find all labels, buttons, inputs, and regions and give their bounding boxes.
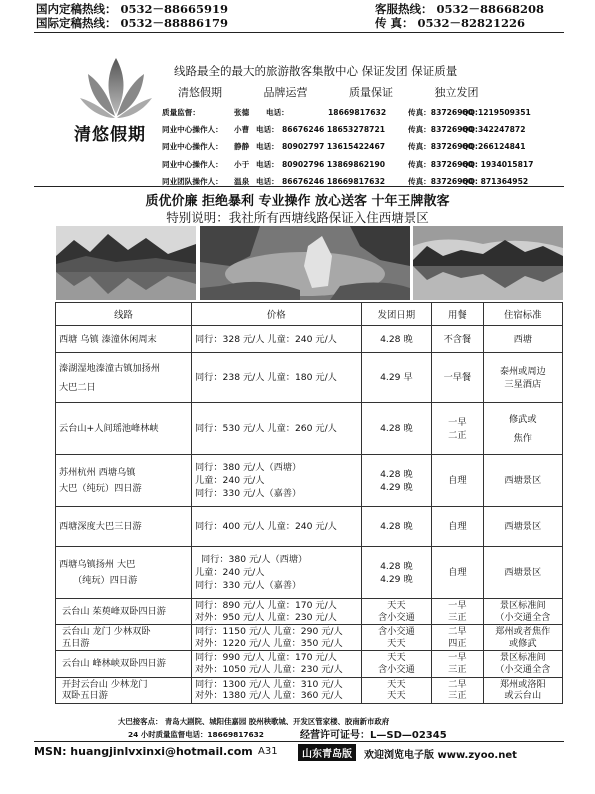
contact-phone: 80902796 13869862190 [282, 159, 386, 169]
contact-name: 静静 [234, 142, 250, 152]
service-hotline: 客服热线： 0532－88668208 [375, 2, 545, 16]
hotel-text: 修武或 [509, 413, 537, 425]
meal-cell [432, 455, 483, 507]
date-cell [361, 651, 432, 677]
contact-fax: 传真：83726960 [408, 142, 474, 152]
price-text: 同行：330 元/人（嘉善） [194, 580, 302, 591]
date-text: 4.28 晚 [380, 521, 413, 532]
route-text: 开封云台山 少林龙门 [62, 678, 148, 690]
hotel-cell [483, 651, 562, 677]
price-text: 同行：330 元/人（嘉善） [194, 488, 302, 499]
contact-phone-label: 电话： [266, 108, 289, 117]
contact-fax: 传真：83726960 [408, 176, 474, 186]
hotel-text: 西塘景区 [504, 475, 542, 486]
route-text: 苏州杭州 西塘乌镇 [59, 467, 136, 478]
price-text: 同行：400 元/人 儿童：240 元/人 [194, 521, 337, 532]
hotel-text: （小交通全含 [495, 611, 551, 623]
hotlines-right [375, 2, 544, 30]
landscape-photo-3 [413, 226, 563, 300]
hotel-cell [483, 625, 562, 651]
date-text: 天天 [387, 637, 406, 649]
route-cell [56, 625, 192, 651]
meal-cell [432, 507, 483, 547]
meal-text: 二早 [448, 678, 467, 690]
table-row [56, 326, 563, 353]
meal-text: 三正 [448, 611, 467, 623]
meal-text: 二早 [448, 626, 467, 638]
price-cell [191, 599, 361, 625]
table-row [56, 547, 563, 599]
date-text: 4.29 早 [380, 372, 413, 383]
price-text: 同行：990 元/人 儿童：170 元/人 [194, 652, 337, 664]
meal-text: 三正 [448, 690, 467, 702]
hotel-cell [483, 677, 562, 703]
meal-text: 自理 [448, 521, 467, 532]
contact-phone-label: 电话： [256, 159, 279, 169]
date-cell [361, 403, 432, 455]
fax-line: 传 真： 0532－82821226 [375, 16, 526, 30]
price-text: 同行：1150 元/人 儿童：290 元/人 [194, 626, 343, 638]
meal-cell [432, 677, 483, 703]
feature-tag: 清悠假期 [178, 86, 222, 99]
route-text: 西塘乌镇扬州 大巴 [59, 559, 136, 570]
meal-text: 四正 [448, 637, 467, 649]
contact-phone: 18669817632 [328, 108, 387, 117]
price-cell [191, 625, 361, 651]
date-text: 含小交通 [377, 663, 415, 675]
international-hotline: 国际定稿热线： 0532－88886179 [36, 16, 229, 30]
date-cell [361, 547, 432, 599]
meal-cell [432, 599, 483, 625]
column-header-hotel: 住宿标准 [483, 303, 562, 326]
slogan: 线路最全的最大的旅游散客集散中心 保证发团 保证质量 [174, 64, 458, 78]
table-header-row [56, 303, 563, 326]
date-text: 4.28 晚 [380, 423, 413, 434]
column-header-meal: 用餐 [432, 303, 483, 326]
date-text: 天天 [387, 678, 406, 690]
route-text: 大巴二日 [59, 381, 96, 393]
hotlines-left [36, 2, 228, 30]
contact-phone-label: 电话： [256, 125, 279, 135]
meal-cell [432, 625, 483, 651]
route-text: 溱湖湿地溱潼古镇加扬州 [59, 362, 161, 374]
date-text: 4.29 晚 [380, 481, 413, 493]
table-row [56, 599, 563, 625]
contact-name: 张德 [234, 108, 250, 117]
top-divider [34, 32, 564, 33]
route-cell [56, 651, 192, 677]
date-text: 4.28 晚 [380, 333, 413, 345]
landscape-photo-1 [56, 226, 196, 300]
price-text: 同行：380 元/人（西塘） [200, 554, 308, 565]
date-cell [361, 455, 432, 507]
date-text: 天天 [387, 652, 406, 664]
date-cell [361, 326, 432, 353]
column-header-date: 发团日期 [361, 303, 432, 326]
meal-cell [432, 547, 483, 599]
hotel-cell [483, 353, 562, 403]
meal-text: 二正 [448, 429, 467, 441]
contact-qq: QQ:266124841 [462, 142, 526, 152]
contact-role: 同业团队操作人： [162, 176, 223, 186]
hotel-text: 三星酒店 [504, 378, 542, 390]
hotel-cell [483, 507, 562, 547]
price-text: 对外：950 元/人 儿童：230 元/人 [194, 611, 337, 623]
route-text: 五日游 [62, 637, 90, 649]
website-link[interactable]: 欢迎浏览电子版 www.zyoo.net [364, 750, 517, 761]
hotel-cell [483, 547, 562, 599]
routes-table [55, 302, 563, 704]
meal-text: 一早 [448, 652, 467, 664]
date-text: 含小交通 [377, 611, 415, 623]
meal-text: 自理 [448, 567, 467, 578]
price-text: 同行：890 元/人 儿童：170 元/人 [194, 600, 337, 611]
price-text: 同行：1300 元/人 儿童：310 元/人 [194, 678, 343, 690]
hotel-cell [483, 455, 562, 507]
price-text: 对外：1380 元/人 儿童：360 元/人 [194, 690, 343, 702]
price-cell [191, 403, 361, 455]
route-text: 云台山 龙门 少林双卧 [62, 626, 151, 638]
date-cell [361, 625, 432, 651]
feature-tag: 独立发团 [434, 86, 479, 99]
contact-role: 同业中心操作人： [162, 159, 223, 169]
hotel-text: 或修武 [509, 637, 537, 649]
date-text: 天天 [387, 690, 406, 702]
route-cell [56, 677, 192, 703]
route-text: 双卧五日游 [62, 690, 108, 702]
contact-phone: 86676246 18653278721 [282, 125, 386, 135]
route-cell [56, 599, 192, 625]
price-text: 对外：1050 元/人 儿童：230 元/人 [194, 663, 343, 675]
brand-name: 清悠假期 [74, 125, 146, 145]
column-header-route: 线路 [56, 303, 192, 326]
meal-cell [432, 403, 483, 455]
date-cell [361, 353, 432, 403]
route-cell [56, 353, 192, 403]
contact-qq: QQ: 1934015817 [462, 159, 534, 169]
hotel-text: 景区标准间 [499, 652, 546, 664]
hotel-cell [483, 326, 562, 353]
feature-tags [178, 84, 517, 100]
meal-text: 不含餐 [443, 333, 472, 345]
contact-name: 小曹 [234, 125, 250, 135]
hotel-text: 焦作 [513, 432, 532, 444]
special-notice: 特别说明：我社所有西塘线路保证入住西塘景区 [166, 210, 429, 225]
route-text: 大巴（纯玩）四日游 [59, 483, 142, 494]
price-cell [191, 651, 361, 677]
table-row [56, 677, 563, 703]
price-cell [191, 507, 361, 547]
route-text: 西塘深度大巴三日游 [59, 521, 142, 532]
route-text: 云台山 峰林峡双卧四日游 [62, 658, 166, 670]
contact-role: 同业中心操作人： [162, 125, 223, 135]
contact-phone: 80902797 13615422467 [282, 142, 386, 152]
meal-text: 一早 [448, 416, 467, 428]
msn-contact: MSN: huangjinlvxinxi@hotmail.com [34, 745, 253, 758]
route-cell [56, 547, 192, 599]
contact-qq: QQ:342247872 [462, 125, 526, 135]
price-text: 儿童：240 元/人 [194, 475, 265, 486]
price-text: 同行：380 元/人（西塘） [194, 462, 302, 473]
date-text: 4.28 晚 [380, 468, 413, 480]
price-cell [191, 353, 361, 403]
contact-name: 温泉 [234, 176, 250, 186]
meal-text: 三正 [448, 663, 467, 675]
hotel-cell [483, 403, 562, 455]
headline: 质优价廉 拒绝暴利 专业操作 放心送客 十年王牌散客 [145, 194, 450, 209]
date-text: 4.29 晚 [380, 573, 413, 585]
hotel-text: 郑州或者焦作 [495, 626, 551, 638]
supervision-phone: 24 小时质量监督电话：18669817632 [128, 730, 264, 739]
route-cell [56, 326, 192, 353]
table-row [56, 455, 563, 507]
hotel-text: 或云台山 [504, 690, 542, 702]
license-number: 经营许可证号：L—SD—02345 [300, 730, 447, 741]
route-cell [56, 455, 192, 507]
hotel-text: 西塘景区 [504, 521, 542, 532]
route-cell [56, 507, 192, 547]
column-header-price: 价格 [191, 303, 361, 326]
table-row [56, 507, 563, 547]
route-cell [56, 403, 192, 455]
meal-text: 自理 [448, 475, 467, 486]
price-text: 同行：530 元/人 儿童：260 元/人 [194, 423, 337, 434]
contact-phone: 86676246 18669817632 [282, 176, 386, 186]
contact-role: 质量监督： [162, 108, 200, 117]
contact-fax: 传真：83726960 [408, 108, 474, 117]
contact-fax: 传真：83726960 [408, 125, 474, 135]
meal-cell [432, 651, 483, 677]
headline-top-rule [34, 186, 564, 187]
meal-cell [432, 353, 483, 403]
price-cell [191, 547, 361, 599]
page-number: A31 [258, 746, 278, 757]
date-cell [361, 507, 432, 547]
table-row [56, 353, 563, 403]
contact-role: 同业中心操作人： [162, 142, 223, 152]
price-cell [191, 326, 361, 353]
price-cell [191, 677, 361, 703]
price-cell [191, 455, 361, 507]
domestic-hotline: 国内定稿热线： 0532－88665919 [36, 2, 229, 16]
footer-divider [34, 741, 564, 742]
hotel-text: 西塘景区 [504, 567, 542, 578]
table-row [56, 625, 563, 651]
date-cell [361, 677, 432, 703]
contact-qq: QQ:1219509351 [462, 108, 531, 117]
contact-phone-label: 电话： [256, 176, 279, 186]
hotel-text: 景区标准间 [499, 600, 546, 611]
contact-name: 小于 [234, 159, 250, 169]
hotel-text: （小交通全含 [495, 663, 551, 675]
hotel-text: 郑州或洛阳 [499, 678, 546, 690]
price-text: 同行：328 元/人 儿童：240 元/人 [194, 333, 337, 345]
route-text: （纯玩）四日游 [73, 575, 138, 586]
reception-points: 大巴接客点： 青岛大剧院、城阳佳嘉园 胶州秧歌城、开发区管家楼、胶南新市政府 [118, 717, 390, 726]
hotel-text: 泰州或周边 [499, 365, 546, 377]
date-text: 天天 [387, 600, 406, 611]
feature-tag: 质量保证 [349, 86, 393, 99]
contact-qq: QQ: 871364952 [462, 176, 529, 186]
meal-text: 一早餐 [443, 372, 472, 383]
date-text: 4.28 晚 [380, 560, 413, 572]
route-text: 云台山 茱萸峰双卧四日游 [62, 605, 166, 617]
date-cell [361, 599, 432, 625]
route-text: 西塘 乌镇 溱潼休闲周末 [59, 333, 157, 345]
table-row [56, 403, 563, 455]
price-text: 儿童：240 元/人 [194, 567, 265, 578]
edition-badge: 山东青岛版 [298, 744, 356, 761]
table-row [56, 651, 563, 677]
meal-cell [432, 326, 483, 353]
contact-fax: 传真：83726960 [408, 159, 474, 169]
price-text: 对外：1220 元/人 儿童：350 元/人 [194, 637, 343, 649]
contact-phone-label: 电话： [256, 142, 279, 152]
price-text: 同行：238 元/人 儿童：180 元/人 [194, 372, 337, 383]
date-text: 含小交通 [377, 626, 415, 638]
hotel-text: 西塘 [513, 333, 532, 345]
meal-text: 一早 [448, 600, 467, 611]
feature-tag: 品牌运营 [263, 86, 308, 99]
hotel-cell [483, 599, 562, 625]
lotus-logo-icon [76, 56, 156, 126]
landscape-photo-2 [200, 226, 410, 300]
route-text: 云台山+人间瑶池峰林峡 [59, 423, 159, 434]
